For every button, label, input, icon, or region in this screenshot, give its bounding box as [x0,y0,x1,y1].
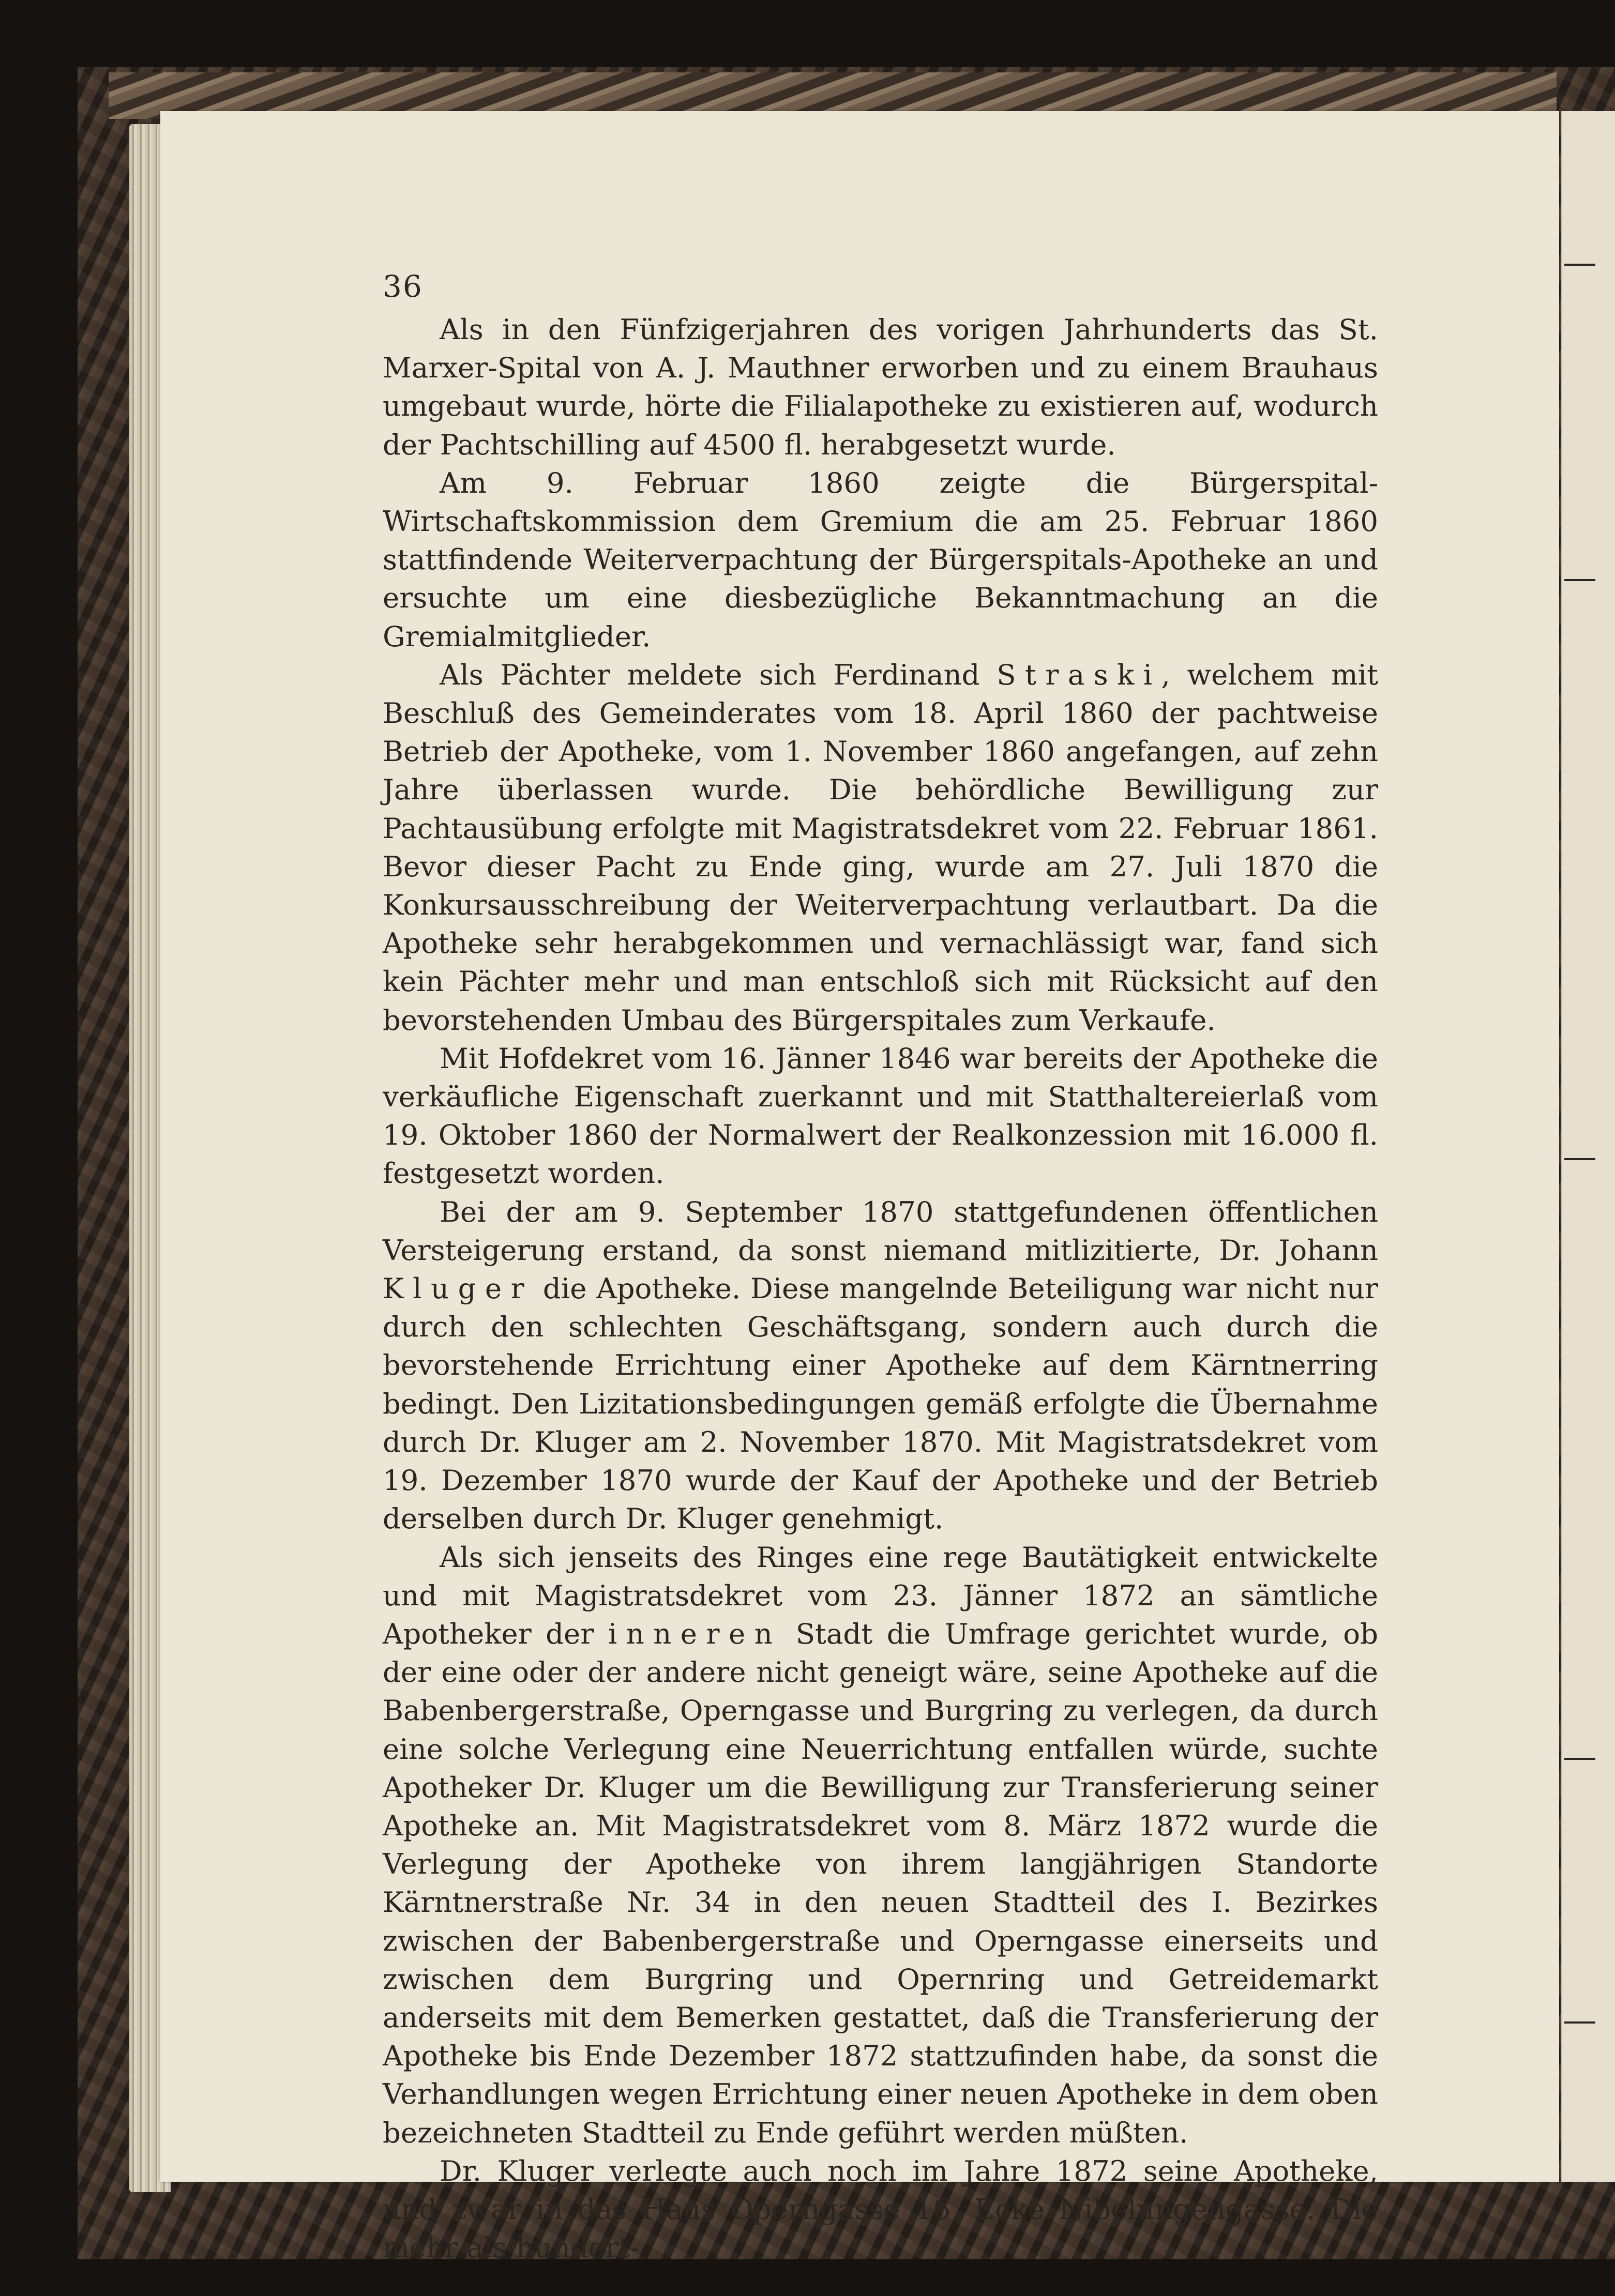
paragraph-7: Dr. Kluger verlegte auch noch im Jahre 1872 seine Apotheke, und zwar in das Haus Operngasse 16, Ecke Nibelungengasse. Die mehr als hundert- [383,2154,1378,2264]
paragraph-1: Als in den Fünfzigerjahren des vorigen Jahrhunderts das St. Marxer-Spital von A. J. Mauthner erworben und zu einem Brauhaus umgebaut wurde, hörte die Filialapotheke zu existieren auf, wodurch der Pachtschilling auf 4500 fl. herabgesetzt wurde. [383,313,1378,461]
paragraph-2: Am 9. Februar 1860 zeigte die Bürgerspital-Wirtschaftskommission dem Gremium die am 25. Februar 1860 stattfindende Weiterverpachtung der Bürgerspitals-Apotheke an und ersuchte um eine diesbezügliche Bekanntmachung an die Gremialmitglieder. [383,466,1378,653]
next-page-edge [1561,111,1615,2182]
spaced-word-inneren: inneren [608,1617,782,1650]
page-marker [1564,264,1595,266]
page-marker [1564,1758,1595,1760]
paragraph-4: Mit Hofdekret vom 16. Jänner 1846 war bereits der Apotheke die verkäufliche Eigenschaft zuerkannt und mit Statthaltereierlaß vom 19. Oktober 1860 der Normalwert der Realkonzession mit 16.000 fl. festgesetzt worden. [383,1041,1378,1190]
page-number: 36 [383,269,423,304]
page-marker [1564,1158,1595,1160]
body-text [383,310,1378,2267]
page-marker [1564,579,1595,581]
paragraph-5: Bei der am 9. September 1870 stattgefundenen öffentlichen Versteigerung erstand, da sonst niemand mitlizitierte, Dr. Johann Kluger die Apotheke. Diese mangelnde Beteiligung war nicht nur durch den schlechten Geschäftsgang, sondern auch durch die bevorstehende Errichtung einer Apotheke auf dem Kärntnerring bedingt. Den Lizitationsbedingungen gemäß erfolgte die Übernahme durch Dr. Kluger am 2. November 1870. Mit Magistratsdekret vom 19. Dezember 1870 wurde der Kauf der Apotheke und der Betrieb derselben durch Dr. Kluger genehmigt. [383,1195,1378,1535]
paragraph-6: Als sich jenseits des Ringes eine rege Bautätigkeit entwickelte und mit Magistratsdekret vom 23. Jänner 1872 an sämtliche Apotheker der inneren Stadt die Umfrage gerichtet wurde, ob der eine oder der andere nicht geneigt wäre, seine Apotheke auf die Babenbergerstraße, Operngasse und Burgring zu verlegen, da durch eine solche Verlegung eine Neuerrichtung entfallen würde, suchte Apotheker Dr. Kluger um die Bewilligung zur Transferierung seiner Apotheke an. Mit Magistratsdekret vom 8. März 1872 wurde die Verlegung der Apotheke von ihrem langjährigen Standorte Kärntnerstraße Nr. 34 in den neuen Stadtteil des I. Bezirkes zwischen der Babenbergerstraße und Operngasse einerseits und zwischen dem Burgring und Opernring und Getreidemarkt anderseits mit dem Bemerken gestattet, daß die Transferierung der Apotheke bis Ende Dezember 1872 stattzufinden habe, da sonst die Verhandlungen wegen Errichtung einer neuen Apotheke in dem oben bezeichneten Stadtteil zu Ende geführt werden müßten. [383,1540,1378,2149]
spaced-name-straski: Straski [997,658,1161,691]
page-marker [1564,2021,1595,2024]
spaced-name-kluger: Kluger [383,1272,534,1305]
paragraph-3: Als Pächter meldete sich Ferdinand Straski, welchem mit Beschluß des Gemeinderates vom 18. April 1860 der pachtweise Betrieb der Apotheke, vom 1. November 1860 angefangen, auf zehn Jahre überlassen wurde. Die behördliche Bewilligung zur Pachtausübung erfolgte mit Magistratsdekret vom 22. Februar 1861. Bevor dieser Pacht zu Ende ging, wurde am 27. Juli 1870 die Konkursausschreibung der Weiterverpachtung verlautbart. Da die Apotheke sehr herabgekommen und vernachlässigt war, fand sich kein Pächter mehr und man entschloß sich mit Rücksicht auf den bevorstehenden Umbau des Bürgerspitales zum Verkaufe. [383,658,1378,1037]
